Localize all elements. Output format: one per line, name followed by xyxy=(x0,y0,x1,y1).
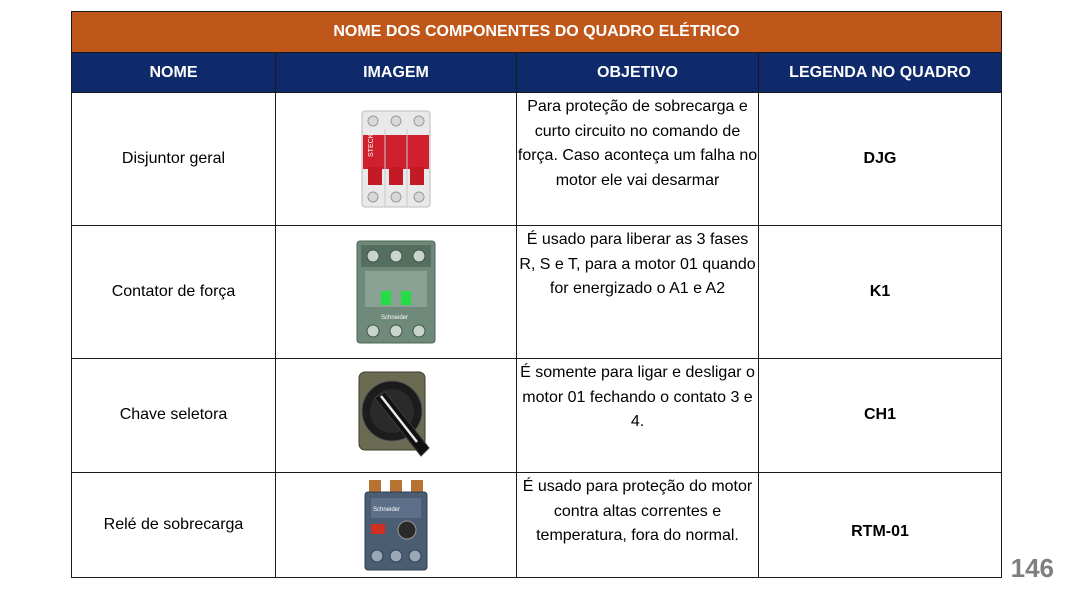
component-name: Relé de sobrecarga xyxy=(72,473,276,578)
selector-switch-image xyxy=(276,359,517,473)
component-legend: CH1 xyxy=(759,359,1002,473)
header-imagem: IMAGEM xyxy=(276,53,517,93)
table-row xyxy=(72,93,1002,226)
component-legend: K1 xyxy=(759,226,1002,359)
component-objective: É usado para proteção do motor contra altas correntes e temperatura, fora do normal. xyxy=(517,473,759,578)
table-row xyxy=(72,226,1002,359)
breaker-brand-text: STECK xyxy=(368,133,375,157)
header-legenda: LEGENDA NO QUADRO xyxy=(759,53,1002,93)
table-row xyxy=(72,359,1002,473)
component-legend: RTM-01 xyxy=(759,473,1002,578)
header-nome: NOME xyxy=(72,53,276,93)
component-name: Contator de força xyxy=(72,226,276,359)
component-objective: É somente para ligar e desligar o motor 01 fechando o contato 3 e 4. xyxy=(517,359,759,473)
component-name: Disjuntor geral xyxy=(72,93,276,226)
circuit-breaker-image xyxy=(276,93,517,226)
component-objective: Para proteção de sobrecarga e curto circuito no comando de força. Caso aconteça um falha no motor ele vai desarmar xyxy=(517,93,759,226)
component-legend: DJG xyxy=(759,93,1002,226)
components-table xyxy=(71,11,1002,578)
contactor-image xyxy=(276,226,517,359)
header-objetivo: OBJETIVO xyxy=(517,53,759,93)
table-row xyxy=(72,473,1002,578)
component-name: Chave seletora xyxy=(72,359,276,473)
table-title: NOME DOS COMPONENTES DO QUADRO ELÉTRICO xyxy=(72,12,1002,53)
contactor-brand-text: Schneider xyxy=(381,315,409,321)
page-number: 146 xyxy=(1010,553,1054,583)
relay-brand-text: Schneider xyxy=(373,507,401,513)
component-objective: É usado para liberar as 3 fases R, S e T, para a motor 01 quando for energizado o A1 e A2 xyxy=(517,226,759,359)
overload-relay-image xyxy=(276,473,517,578)
